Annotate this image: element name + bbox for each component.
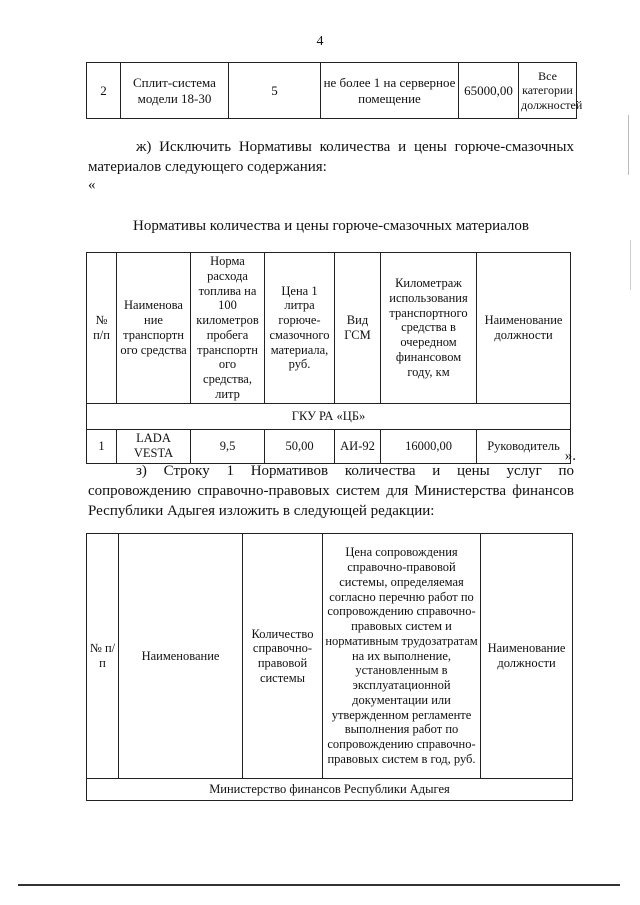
table-cell: 5 (229, 63, 321, 119)
header-cell: № п/п (87, 534, 119, 779)
table-cell: LADA VESTA (117, 429, 191, 463)
table-header-row (87, 253, 571, 404)
scan-edge-mark (630, 240, 631, 290)
table-row (87, 429, 571, 463)
table-cell: 65000,00 (459, 63, 519, 119)
header-cell: Норма расхода топлива на 100 километров пробега транспортн ого средства, литр (191, 253, 265, 404)
table-cell: 1 (87, 429, 117, 463)
paragraph-z: з) Строку 1 Нормативов количества и цены услуг по сопровождению справочно-правовых систем для Министерства финансов Республики Адыгея изложить в следующей редакции: (88, 463, 574, 519)
header-cell: Наименование должности (477, 253, 571, 404)
section-cell: ГКУ РА «ЦБ» (87, 403, 571, 429)
quote-open: « (88, 177, 96, 193)
header-cell: № п/п (87, 253, 117, 404)
table-header-row (87, 534, 573, 779)
header-cell: Наименование (119, 534, 243, 779)
header-cell: Наименование должности (481, 534, 573, 779)
quote-close: ». (564, 448, 576, 464)
equipment-table (86, 62, 583, 119)
header-cell: Количество справочно-правовой системы (243, 534, 323, 779)
legal-systems-table (86, 533, 573, 801)
table-section-row (87, 779, 573, 801)
table-cell: Сплит-система модели 18-30 (121, 63, 229, 119)
table-cell: Руководитель (477, 429, 571, 463)
section-heading: Нормативы количества и цены горюче-смазочных материалов (133, 218, 529, 234)
table-cell: 16000,00 (381, 429, 477, 463)
section-cell: Министерство финансов Республики Адыгея (87, 779, 573, 801)
header-cell: Километраж использования транспортного средства в очередном финансовом году, км (381, 253, 477, 404)
table-cell: 50,00 (265, 429, 335, 463)
table-cell: 2 (87, 63, 121, 119)
table-row (87, 63, 577, 119)
header-cell: Наименова ние транспортн ого средства (117, 253, 191, 404)
header-cell: Цена 1 литра горюче-смазочного материала, руб. (265, 253, 335, 404)
table-section-row (87, 403, 571, 429)
fuel-norms-table (86, 252, 571, 464)
table-cell: 9,5 (191, 429, 265, 463)
header-cell: Вид ГСМ (335, 253, 381, 404)
scan-edge-mark (628, 115, 629, 175)
table-cell: Все категории должностей (519, 63, 577, 119)
bottom-rule (18, 884, 620, 886)
paragraph-zh: ж) Исключить Нормативы количества и цены горюче-смазочных материалов следующего содержания: (88, 139, 574, 175)
table-cell: не более 1 на серверное помещение (321, 63, 459, 119)
header-cell: Цена сопровождения справочно-правовой системы, определяемая согласно перечню работ по сопровождению справочно-правовых систем и нормативным трудозатратам на их выполнение, установленным в эксплуатационной документации или утвержденном регламенте выполнения работ по сопровождению справочно-правовых систем в год, руб. (323, 534, 481, 779)
table-cell: АИ-92 (335, 429, 381, 463)
page-number: 4 (316, 34, 324, 49)
